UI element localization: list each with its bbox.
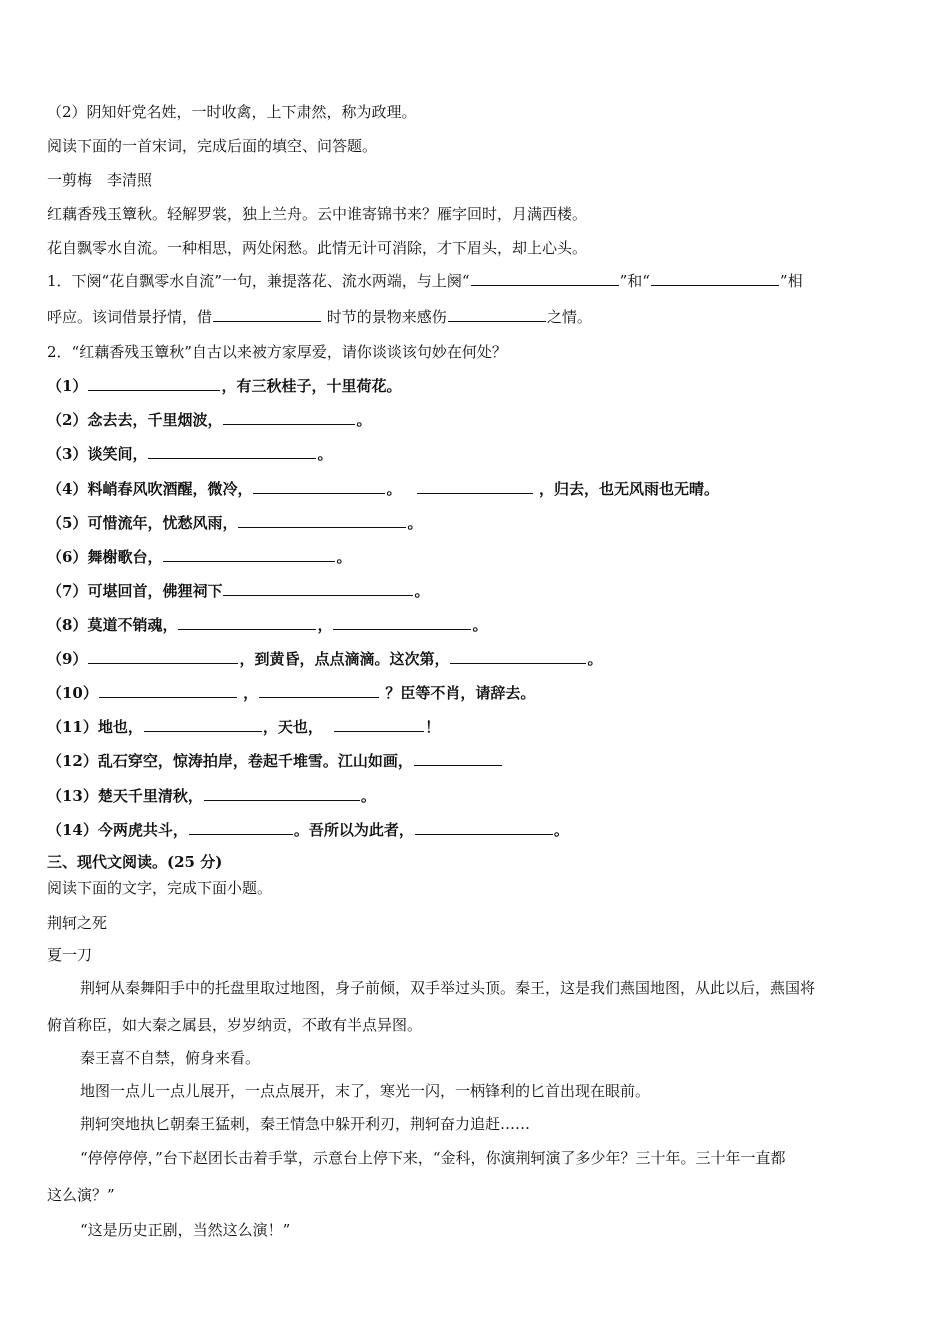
paragraph-2: 秦王喜不自禁，俯身来看。	[80, 1049, 261, 1067]
fill-item-9	[47, 649, 602, 669]
blank[interactable]	[144, 717, 262, 732]
blank[interactable]	[163, 547, 335, 562]
item-text: 。	[386, 480, 402, 498]
blank[interactable]	[178, 615, 316, 630]
item-number: （14）	[47, 821, 98, 839]
fill-item-11	[47, 717, 440, 737]
blank[interactable]	[99, 683, 237, 698]
blank[interactable]	[88, 376, 220, 391]
blank[interactable]	[189, 820, 293, 835]
fill-item-13	[47, 786, 376, 806]
blank[interactable]	[223, 410, 355, 425]
item-text: 可惜流年，忧愁风雨，	[87, 514, 238, 532]
question-1-line-1	[47, 271, 803, 291]
item-text: 。	[414, 582, 430, 600]
question-2: 2．“红藕香残玉簟秋”自古以来被方家厚爱，请你谈谈该句妙在何处？	[47, 343, 507, 361]
blank[interactable]	[414, 751, 502, 766]
q1-blank-4[interactable]	[448, 307, 546, 322]
blank[interactable]	[253, 479, 385, 494]
item-text: 。	[317, 445, 333, 463]
fill-item-3	[47, 444, 332, 464]
fill-item-6	[47, 547, 351, 567]
poem-line-1: 红藕香残玉簟秋。轻解罗裳，独上兰舟。云中谁寄锦书来？雁字回时，月满西楼。	[47, 205, 588, 223]
item-text: 。吾所以为此者，	[293, 821, 414, 839]
blank[interactable]	[223, 581, 413, 596]
paragraph-5-line-1: “停停停停，”台下赵团长击着手掌，示意台上停下来，“金科，你演荆轲演了多少年？三十年。三十年一直都	[80, 1149, 786, 1167]
blank[interactable]	[450, 649, 586, 664]
item-number: （8）	[47, 616, 88, 634]
blank[interactable]	[259, 683, 379, 698]
item-text: ，到黄昏，点点滴滴。这次第，	[239, 650, 450, 668]
item-number: （4）	[47, 480, 88, 498]
item-text: 。	[587, 650, 603, 668]
item-text: 。	[472, 616, 488, 634]
item-text: ，有三秋桂子，十里荷花。	[221, 377, 402, 395]
item-text: ，归去，也无风雨也无晴。	[538, 480, 719, 498]
section-3-heading: 三、现代文阅读。(25 分)	[47, 853, 223, 871]
item-number: （5）	[47, 514, 88, 532]
blank[interactable]	[417, 479, 533, 494]
poem-line-2: 花自飘零水自流。一种相思，两处闲愁。此情无计可消除，才下眉头，却上心头。	[47, 239, 588, 257]
item-text: 。	[360, 787, 376, 805]
blank[interactable]	[333, 615, 471, 630]
q1-blank-2[interactable]	[651, 271, 779, 286]
paragraph-5-line-2: 这么演？”	[47, 1186, 115, 1204]
fill-item-12	[47, 751, 503, 771]
item-number: （12）	[47, 752, 98, 770]
q1-text-f: 之情。	[546, 308, 592, 326]
q1-text-b: ”和“	[619, 272, 650, 290]
blank[interactable]	[415, 820, 553, 835]
item-text: 。	[356, 411, 372, 429]
poem-instruction: 阅读下面的一首宋词，完成后面的填空、问答题。	[47, 137, 378, 155]
q1-blank-3[interactable]	[213, 307, 321, 322]
q1-blank-1[interactable]	[471, 271, 619, 286]
item-text: ，	[317, 616, 333, 634]
q1-text-c: ”相	[779, 272, 803, 290]
item-number: （6）	[47, 548, 88, 566]
q1-text-e: 时节的景物来感伤	[326, 308, 447, 326]
item-text: 乱石穿空，惊涛拍岸，卷起千堆雪。江山如画，	[97, 752, 413, 770]
blank[interactable]	[148, 444, 316, 459]
paragraph-6: “这是历史正剧，当然这么演！”	[80, 1221, 291, 1239]
item-number: （9）	[47, 650, 88, 668]
item-text: ，	[243, 684, 259, 702]
item-number: （13）	[47, 787, 98, 805]
item-text: 念去去，千里烟波，	[87, 411, 223, 429]
fill-item-10	[47, 683, 535, 703]
fill-item-8	[47, 615, 487, 635]
item-text: 料峭春风吹酒醒，微冷，	[87, 480, 253, 498]
fill-item-14	[47, 820, 569, 840]
item-number: （7）	[47, 582, 88, 600]
item-text: ，天也，	[262, 718, 323, 736]
article-title: 荆轲之死	[47, 914, 108, 932]
blank[interactable]	[88, 649, 238, 664]
paragraph-3: 地图一点儿一点儿展开，一点点展开，末了，寒光一闪，一柄锋利的匕首出现在眼前。	[80, 1082, 651, 1100]
fill-item-5	[47, 513, 422, 533]
item-number: （11）	[47, 718, 98, 736]
item-text: 。	[336, 548, 352, 566]
fill-item-4	[47, 479, 719, 499]
item-text: 楚天千里清秋，	[97, 787, 203, 805]
item-text: 可堪回首，佛狸祠下	[87, 582, 223, 600]
item-number: （10）	[47, 684, 98, 702]
item-text: 地也，	[97, 718, 143, 736]
blank[interactable]	[204, 786, 360, 801]
fill-item-1	[47, 376, 401, 396]
item-number: （2）	[47, 411, 88, 429]
q1-text-d: 呼应。该词借景抒情，借	[47, 308, 213, 326]
note-2: （2）阴知奸党名姓，一时收禽，上下肃然，称为政理。	[47, 103, 417, 121]
paragraph-1-line-2: 俯首称臣，如大秦之属县，岁岁纳贡，不敢有半点异图。	[47, 1016, 423, 1034]
paragraph-4: 荆轲突地执匕朝秦王猛刺，秦王情急中躲开利刃，荆轲奋力追赶……	[80, 1115, 531, 1133]
fill-item-7	[47, 581, 429, 601]
item-text: 谈笑间，	[87, 445, 148, 463]
item-text: 莫道不销魂，	[87, 616, 178, 634]
blank[interactable]	[334, 717, 424, 732]
item-text: 今两虎共斗，	[97, 821, 188, 839]
item-text: ！	[425, 718, 441, 736]
poem-title: 一剪梅 李清照	[47, 171, 153, 189]
question-1-line-2	[47, 307, 592, 327]
item-text: 舞榭歌台，	[87, 548, 163, 566]
fill-item-2	[47, 410, 371, 430]
paragraph-1-line-1: 荆轲从秦舞阳手中的托盘里取过地图，身子前倾，双手举过头顶。秦王，这是我们燕国地图，从此以后，燕国将	[80, 979, 816, 997]
article-author: 夏一刀	[47, 946, 93, 964]
q1-text-a: 1．下阕“花自飘零水自流”一句，兼提落花、流水两端，与上阕“	[47, 272, 470, 290]
item-text: 。	[553, 821, 569, 839]
section-3-instruction: 阅读下面的文字，完成下面小题。	[47, 879, 273, 897]
item-text: 。	[407, 514, 423, 532]
blank[interactable]	[238, 513, 406, 528]
item-number: （3）	[47, 445, 88, 463]
item-number: （1）	[47, 377, 88, 395]
item-text: ？臣等不肖，请辞去。	[385, 684, 536, 702]
